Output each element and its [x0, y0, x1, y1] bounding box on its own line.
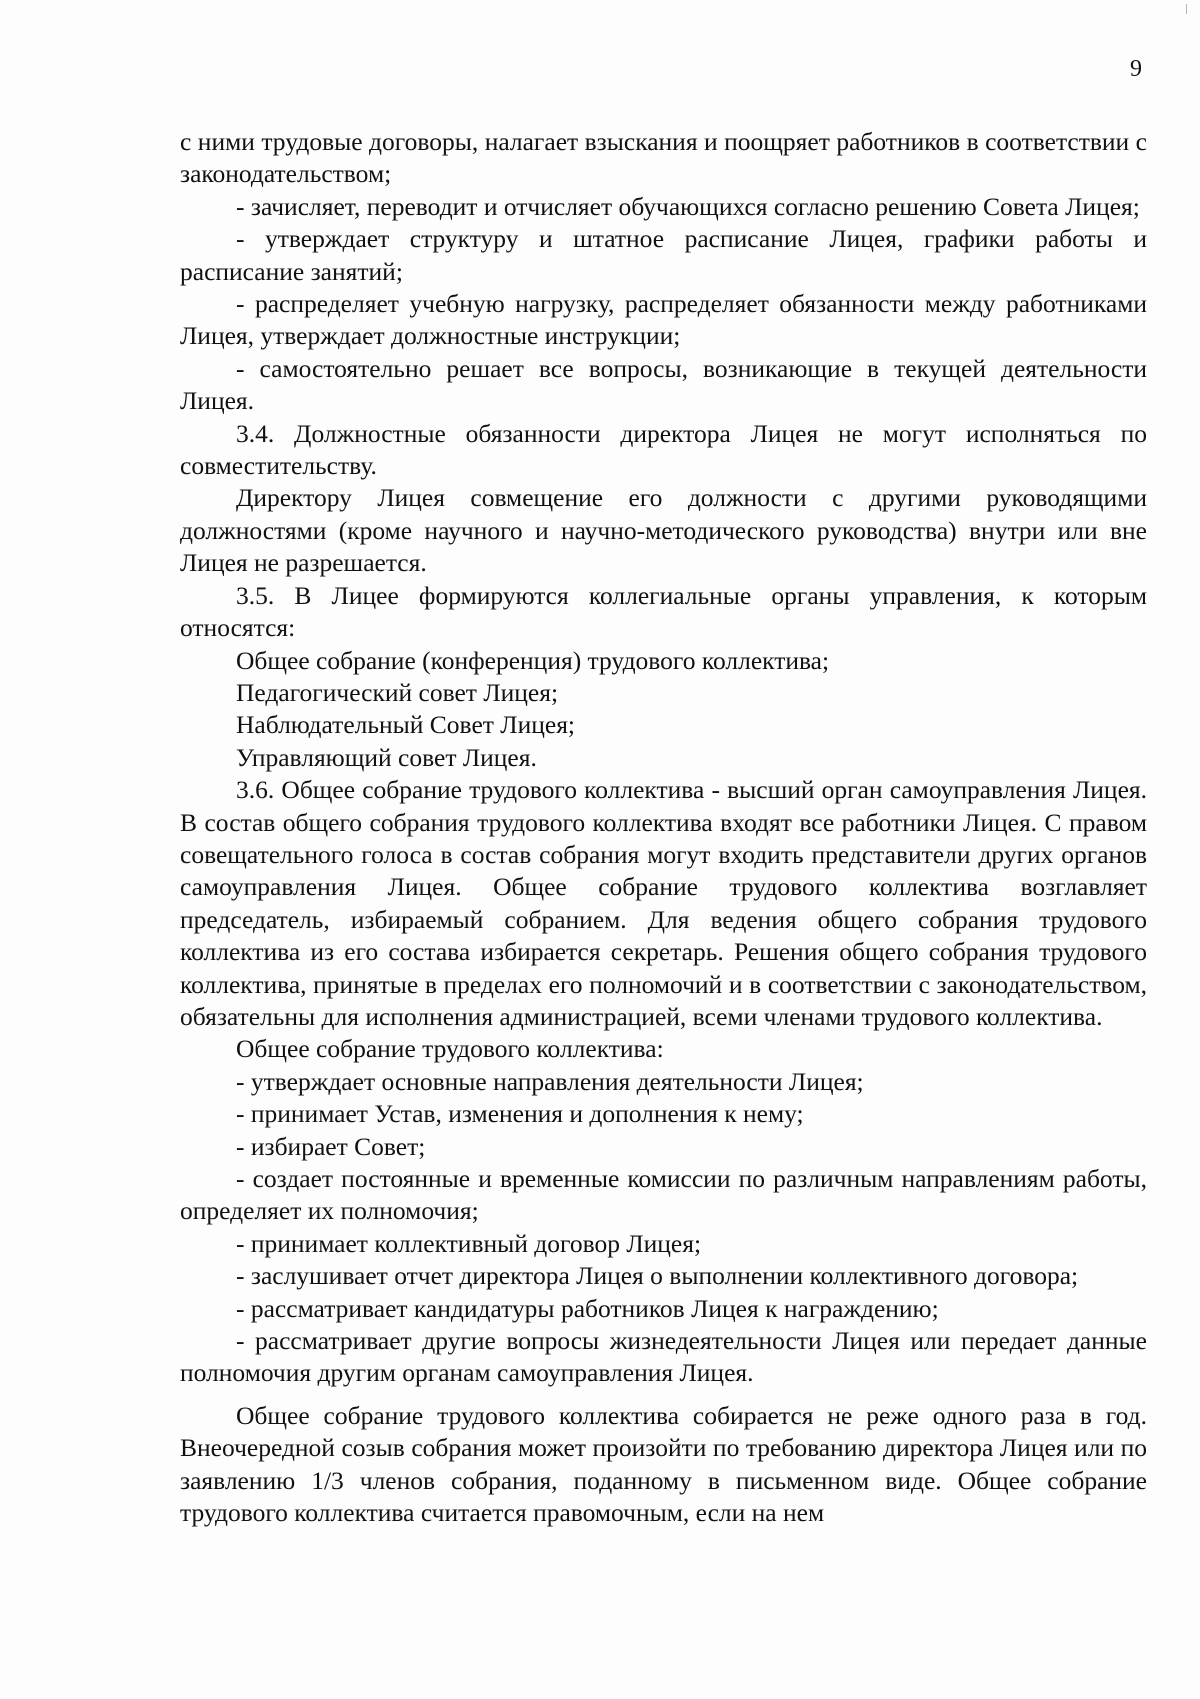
paragraph-combination-ban: Директору Лицея совмещение его должности с другими руководящими должностями (кроме научного и научно-методического руководства) внутри или вне Лицея не разрешается. [180, 483, 1147, 578]
body-general-meeting: Общее собрание (конференция) трудового коллектива; [236, 645, 830, 675]
list-item-workload: - распределяет учебную нагрузку, распределяет обязанности между работниками Лицея, утверждает должностные инструкции; [180, 289, 1147, 351]
list-item-charter: - принимает Устав, изменения и дополнения к нему; [236, 1099, 804, 1129]
paragraph-meeting-frequency: Общее собрание трудового коллектива собирается не реже одного раза в год. Внеочередной созыв собрания может произойти по требованию директора Лицея или по заявлению 1/3 членов собрания, поданному в письменном виде. Общее собрание трудового коллектива считается правомочным, если на нем [180, 1400, 1147, 1528]
list-item-structure: - утверждает структуру и штатное расписание Лицея, графики работы и расписание занятий; [180, 224, 1147, 286]
list-item-commissions: - создает постоянные и временные комиссии по различным направлениям работы, определяет их полномочия; [180, 1164, 1147, 1226]
document-body [180, 126, 1147, 1529]
body-pedagogical-council: Педагогический совет Лицея; [236, 677, 559, 707]
list-item-awards: - рассматривает кандидатуры работников Лицея к награждению; [236, 1293, 939, 1323]
clause-3-4: 3.4. Должностные обязанности директора Лицея не могут исполняться по совместительству. [180, 418, 1147, 481]
body-governing-council: Управляющий совет Лицея. [236, 742, 537, 772]
list-item-elects-council: - избирает Совет; [236, 1131, 426, 1161]
scan-edge-mark [1186, 4, 1187, 14]
paragraph-meeting-intro: Общее собрание трудового коллектива: [236, 1034, 664, 1064]
clause-3-5: 3.5. В Лицее формируются коллегиальные органы управления, к которым относятся: [180, 580, 1147, 643]
paragraph-continuation: с ними трудовые договоры, налагает взыскания и поощряет работников в соответствии с законодательством; [180, 127, 1147, 189]
list-item-current-issues: - самостоятельно решает все вопросы, возникающие в текущей деятельности Лицея. [180, 353, 1147, 416]
list-item-director-report: - заслушивает отчет директора Лицея о выполнении коллективного договора; [236, 1261, 1079, 1291]
body-supervisory-board: Наблюдательный Совет Лицея; [236, 710, 576, 740]
list-item-collective-agreement: - принимает коллективный договор Лицея; [236, 1228, 702, 1258]
page-number: 9 [1130, 56, 1142, 82]
list-item-directions: - утверждает основные направления деятельности Лицея; [236, 1066, 864, 1096]
list-item-enrollment: - зачисляет, переводит и отчисляет обучающихся согласно решению Совета Лицея; [236, 191, 1140, 221]
list-item-other-issues: - рассматривает другие вопросы жизнедеятельности Лицея или передает данные полномочия другим органам самоуправления Лицея. [180, 1326, 1147, 1388]
clause-3-6: 3.6. Общее собрание трудового коллектива - высший орган самоуправления Лицея. В состав общего собрания трудового коллектива входят все работники Лицея. С правом совещательного голоса в состав собрания могут входить представители других органов самоуправления Лицея. Общее собрание трудового коллектива возглавляет председатель, избираемый собранием. Для ведения общего собрания трудового коллектива из его состава избирается секретарь. Решения общего собрания трудового коллектива, принятые в пределах его полномочий и в соответствии с законодательством, обязательны для исполнения администрацией, всеми членами трудового коллектива. [180, 775, 1147, 1031]
